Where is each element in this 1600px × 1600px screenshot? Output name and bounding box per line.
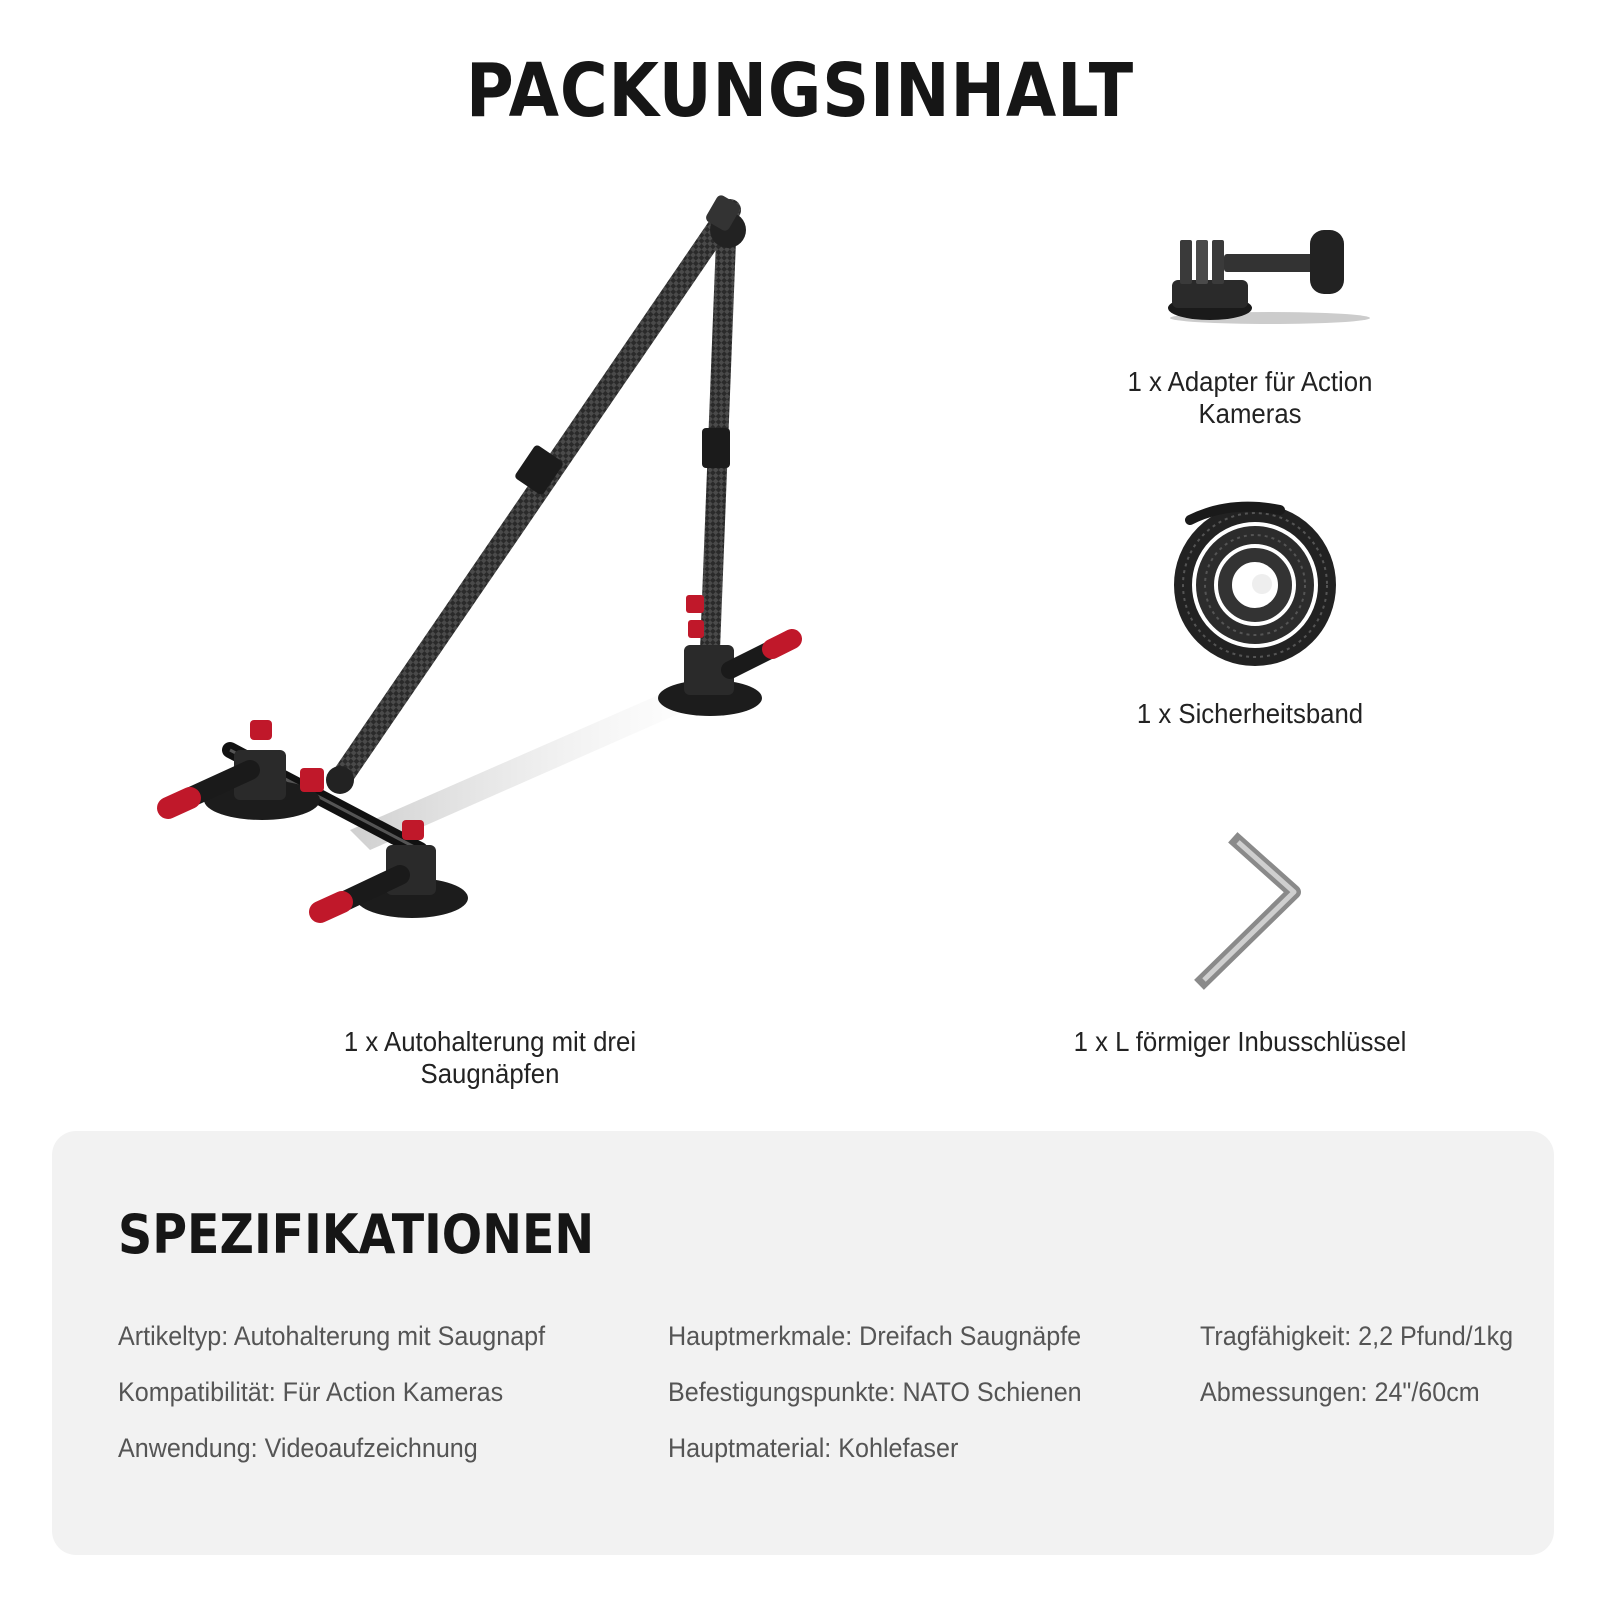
action-camera-adapter-image	[1160, 220, 1380, 330]
key-caption: 1 x L förmiger Inbusschlüssel	[1073, 1026, 1407, 1057]
page-title: PACKUNGSINHALT	[465, 48, 1135, 134]
spec-item-application: Anwendung: Videoaufzeichnung	[118, 1433, 478, 1463]
spec-item-mounting: Befestigungspunkte: NATO Schienen	[668, 1377, 1082, 1407]
car-mount-image	[150, 190, 830, 970]
spec-item-material: Hauptmaterial: Kohlefaser	[668, 1433, 959, 1463]
strap-caption: 1 x Sicherheitsband	[1136, 698, 1364, 729]
adapter-caption	[1066, 366, 1434, 430]
mount-caption-line1: 1 x Autohalterung mit drei	[343, 1026, 637, 1057]
spec-item-type: Artikeltyp: Autohalterung mit Saugnapf	[118, 1321, 546, 1351]
specifications-title: SPEZIFIKATIONEN	[118, 1203, 595, 1266]
spec-item-compatibility: Kompatibilität: Für Action Kameras	[118, 1377, 504, 1407]
mount-caption	[297, 1026, 683, 1090]
spec-item-features: Hauptmerkmale: Dreifach Saugnäpfe	[668, 1321, 1082, 1351]
allen-key-image	[1170, 830, 1320, 990]
adapter-caption-line2: Kameras	[1198, 398, 1302, 429]
adapter-caption-line1: 1 x Adapter für Action	[1127, 366, 1373, 397]
specifications-panel	[52, 1131, 1554, 1555]
mount-caption-line2: Saugnäpfen	[420, 1058, 560, 1089]
spec-item-capacity: Tragfähigkeit: 2,2 Pfund/1kg	[1200, 1321, 1514, 1351]
safety-strap-image	[1170, 500, 1340, 670]
spec-item-dimensions: Abmessungen: 24"/60cm	[1200, 1377, 1480, 1407]
